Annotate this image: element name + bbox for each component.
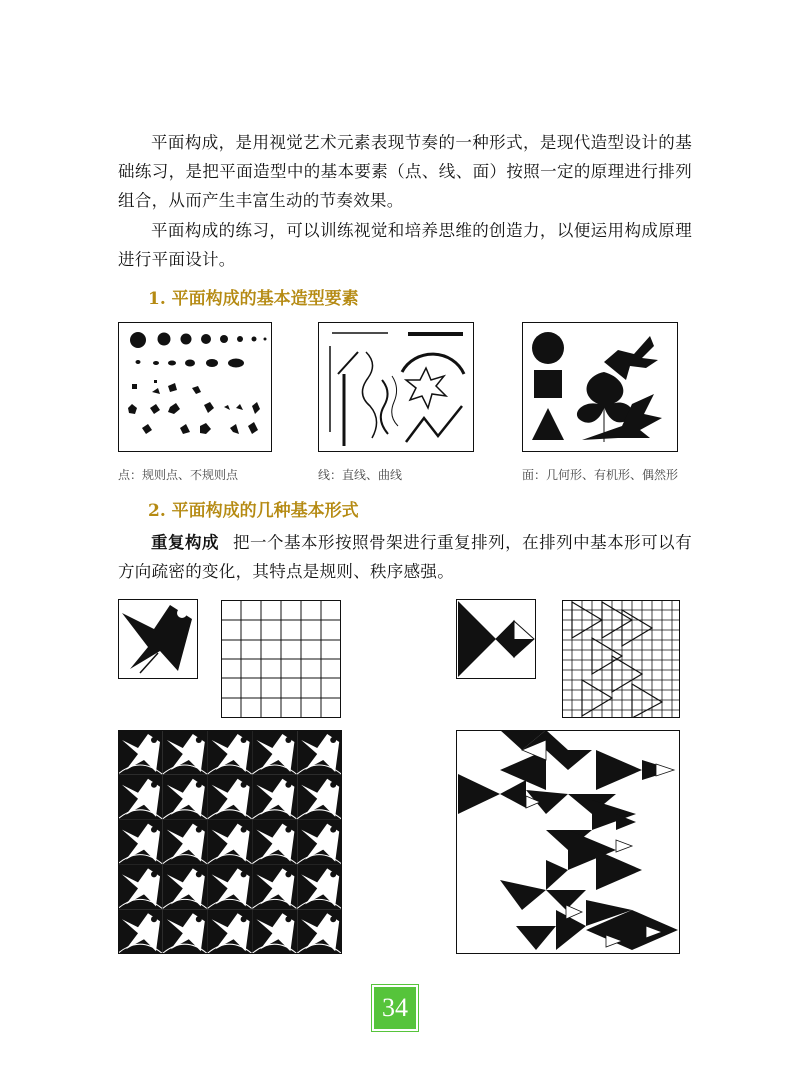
grid-skeleton: [221, 600, 341, 718]
planes-caption: 面：几何形、有机形、偶然形: [522, 468, 679, 482]
repetition-text: 把一个基本形按照骨架进行重复排列，在排列中基本形可以有方向疏密的变化，其特点是规则、秩序感强。: [118, 533, 692, 581]
repetition-paragraph: [118, 528, 692, 586]
intro-paragraph: 平面构成，是用视觉艺术元素表现节奏的一种形式，是现代造型设计的基础练习，是把平面造型中的基本要素（点、线、面）按照一定的原理进行排列组合，从而产生丰富生动的节奏效果。: [118, 133, 692, 210]
triangle-basic-form: [456, 599, 536, 679]
section2-heading: 2. 平面构成的几种基本形式: [148, 501, 359, 521]
triangle-grid-skeleton: [562, 600, 680, 718]
planes-figure: [522, 322, 678, 452]
lines-figure: [318, 322, 474, 452]
practice-paragraph: 平面构成的练习，可以训练视觉和培养思维的创造力，以便运用构成原理进行平面设计。: [118, 221, 692, 269]
dots-figure: [118, 322, 272, 452]
triangle-repeat-pattern: [456, 730, 680, 954]
lines-caption: 线：直线、曲线: [318, 468, 403, 482]
dots-caption: 点：规则点、不规则点: [118, 468, 239, 482]
bird-repeat-pattern: [118, 730, 342, 954]
page-number-badge: 34: [372, 985, 418, 1031]
bird-basic-form: [118, 599, 198, 679]
section1-heading: 1. 平面构成的基本造型要素: [148, 289, 359, 309]
repetition-term: 重复构成: [151, 533, 220, 552]
